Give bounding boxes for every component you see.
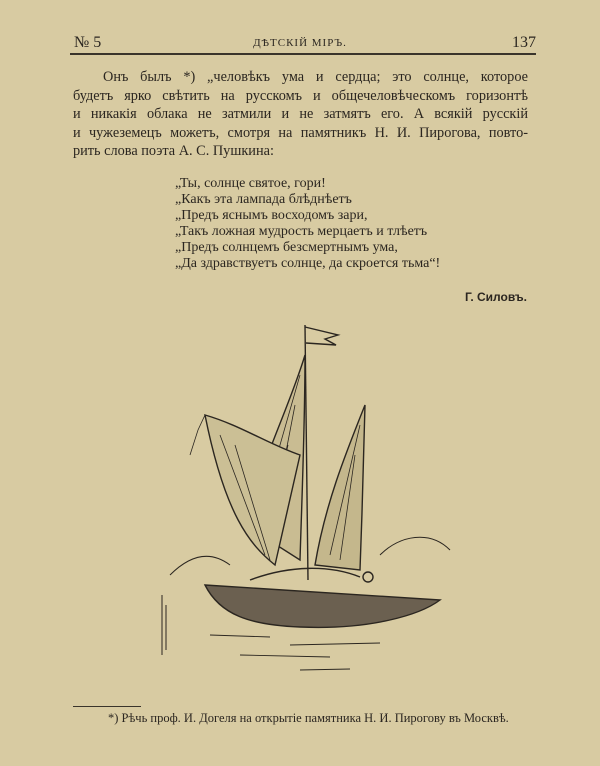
header-rule <box>70 53 536 55</box>
author-signature: Г. Силовъ. <box>465 290 527 304</box>
running-title: ДѢТСКІЙ МІРЪ. <box>253 37 347 49</box>
footnote-rule <box>73 706 141 707</box>
poem-line: „Какъ эта лампада блѣднѣетъ <box>175 192 352 207</box>
page-number: 137 <box>512 34 536 51</box>
footnote: *) Рѣчь проф. И. Догеля на открытіе памятника Н. И. Пирогову въ Москвѣ. <box>108 711 509 725</box>
body-paragraph <box>73 68 528 161</box>
paragraph-line: и чужеземецъ можетъ, смотря на памятникъ Н. И. Пирогова, повто- <box>73 124 528 141</box>
sailboat-illustration <box>150 315 470 695</box>
poem-line: „Да здравствуетъ солнце, да скроется тьма“! <box>175 256 441 271</box>
poem-line: „Такъ ложная мудрость мерцаетъ и тлѣетъ <box>175 224 428 239</box>
paragraph-line: и никакія облака не затмили и не затмятъ его. А всякій русскій <box>73 106 528 123</box>
paragraph-line: рить слова поэта А. С. Пушкина: <box>73 143 274 160</box>
poem-line: „Предъ солнцемъ безсмертнымъ ума, <box>175 240 398 255</box>
paragraph-line: Онъ былъ *) „человѣкъ ума и сердца; это солнце, которое <box>103 69 528 85</box>
poem-line: „Предъ яснымъ восходомъ зари, <box>175 208 368 223</box>
issue-number: № 5 <box>74 34 102 51</box>
paragraph-line: будетъ ярко свѣтить на русскомъ и общечеловѣческомъ горизонтѣ <box>73 87 528 104</box>
poem-quote <box>175 176 440 272</box>
poem-line: „Ты, солнце святое, гори! <box>175 176 326 191</box>
